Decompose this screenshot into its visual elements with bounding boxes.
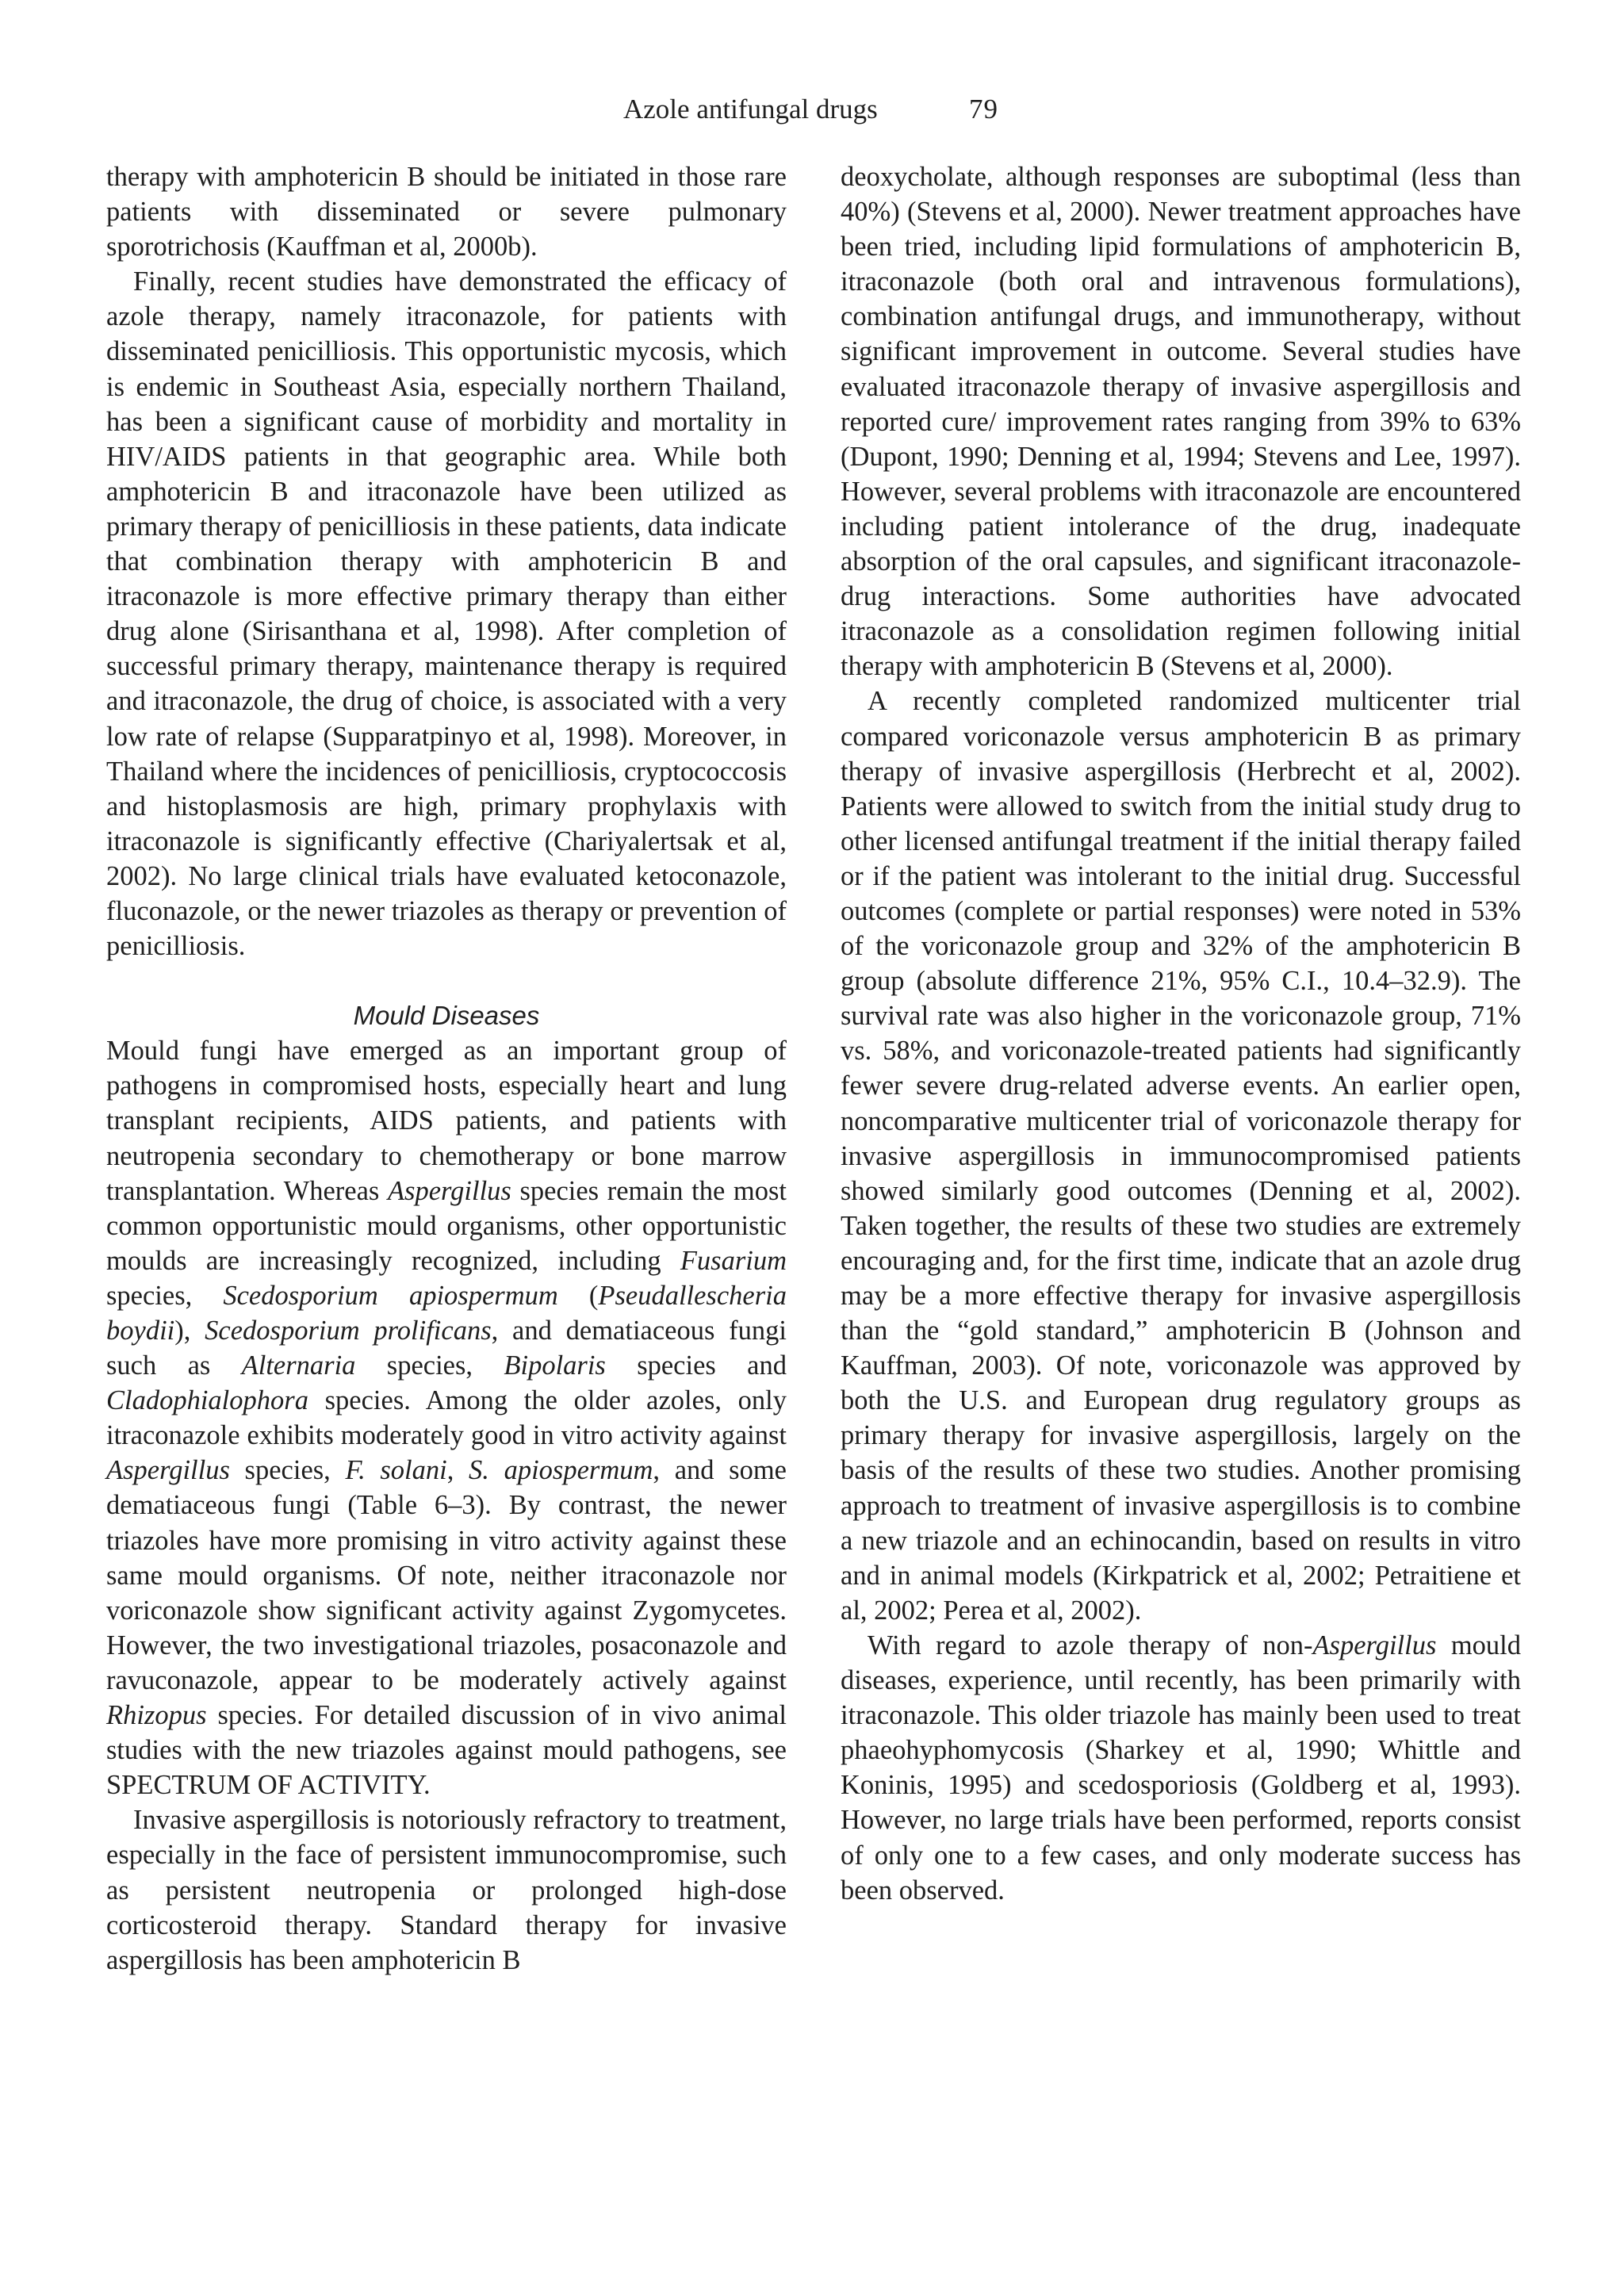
- page-number: 79: [969, 94, 998, 124]
- paragraph: deoxycholate, although responses are suboptimal (less than 40%) (Stevens et al, 2000). Newer treatment approaches have been tried, including lipid formulations of amphotericin B, itraconazole (both oral and intravenous formulations), combination antifungal drugs, and immunotherapy, without significant improvement in outcome. Several studies have evaluated itraconazole therapy of invasive aspergillosis and reported cure/ improvement rates ranging from 39% to 63% (Dupont, 1990; Denning et al, 1994; Stevens and Lee, 1997). However, several problems with itraconazole are encountered including patient intolerance of the drug, inadequate absorption of the oral capsules, and significant itraconazole-drug interactions. Some authorities have advocated itraconazole as a consolidation regimen following initial therapy with amphotericin B (Stevens et al, 2000).: [841, 162, 1521, 682]
- right-column: [841, 159, 1521, 1908]
- paragraph: A recently completed randomized multicenter trial compared voriconazole versus amphotericin B as primary therapy of invasive aspergillosis (Herbrecht et al, 2002). Patients were allowed to switch from the initial study drug to other licensed antifungal treatment if the initial therapy failed or if the patient was intolerant to the initial drug. Successful outcomes (complete or partial responses) were noted in 53% of the voriconazole group and 32% of the amphotericin B group (absolute difference 21%, 95% C.I., 10.4–32.9). The survival rate was also higher in the voriconazole group, 71% vs. 58%, and voriconazole-treated patients had significantly fewer severe drug-related adverse events. An earlier open, noncomparative multicenter trial of voriconazole therapy for invasive aspergillosis in immunocompromised patients showed similarly good outcomes (Denning et al, 2002). Taken together, the results of these two studies are extremely encouraging and, for the first time, indicate that an azole drug may be a more effective therapy for invasive aspergillosis than the “gold standard,” amphotericin B (Johnson and Kauffman, 2003). Of note, voriconazole was approved by both the U.S. and European drug regulatory groups as primary therapy for invasive aspergillosis, largely on the basis of the results of these two studies. Another promising approach to treatment of invasive aspergillosis is to combine a new triazole and an echinocandin, based on results in vitro and in animal models (Kirkpatrick et al, 2002; Petraitiene et al, 2002; Perea et al, 2002).: [841, 686, 1521, 1626]
- section-heading: Mould Diseases: [353, 1001, 540, 1031]
- paragraph: therapy with amphotericin B should be initiated in those rare patients with disseminated or severe pulmonary sporotrichosis (Kauffman et al, 2000b).: [106, 162, 787, 262]
- paragraph: Invasive aspergillosis is notoriously refractory to treatment, especially in the face of persistent immunocompromise, such as persistent neutropenia or prolonged high-dose corticosteroid therapy. Standard therapy for invasive aspergillosis has been amphotericin B: [106, 1805, 787, 1975]
- paragraph: With regard to azole therapy of non-Aspergillus mould diseases, experience, until recently, has been primarily with itraconazole. This older triazole has mainly been used to treat phaeohyphomycosis (Sharkey et al, 1990; Whittle and Koninis, 1995) and scedosporiosis (Goldberg et al, 1993). However, no large trials have been performed, reports consist of only one to a few cases, and only moderate success has been observed.: [841, 1630, 1522, 1906]
- running-title: Azole antifungal drugs: [623, 94, 878, 124]
- paragraph: Mould fungi have emerged as an important group of pathogens in compromised hosts, especially heart and lung transplant recipients, AIDS patients, and patients with neutropenia secondary to chemotherapy or bone marrow transplantation. Whereas Aspergillus species remain the most common opportunistic mould organisms, other opportunistic moulds are increasingly recognized, including Fusarium species, Scedosporium apiospermum (Pseudallescheria boydii), Scedosporium prolificans, and dematiaceous fungi such as Alternaria species, Bipolaris species and Cladophialophora species. Among the older azoles, only itraconazole exhibits moderately good in vitro activity against Aspergillus species, F. solani, S. apiospermum, and some dematiaceous fungi (Table 6–3). By contrast, the newer triazoles have more promising in vitro activity against these same mould organisms. Of note, neither itraconazole nor voriconazole show significant activity against Zygomycetes. However, the two investigational triazoles, posaconazole and ravuconazole, appear to be moderately actively against Rhizopus species. For detailed discussion of in vivo animal studies with the new triazoles against mould pathogens, see SPECTRUM OF ACTIVITY.: [106, 1036, 787, 1801]
- left-column: [106, 159, 787, 1978]
- paragraph: Finally, recent studies have demonstrated the efficacy of azole therapy, namely itraconazole, for patients with disseminated penicilliosis. This opportunistic mycosis, which is endemic in Southeast Asia, especially northern Thailand, has been a significant cause of morbidity and mortality in HIV/AIDS patients in that geographic area. While both amphotericin B and itraconazole have been utilized as primary therapy of penicilliosis in these patients, data indicate that combination therapy with amphotericin B and itraconazole is more effective primary therapy than either drug alone (Sirisanthana et al, 1998). After completion of successful primary therapy, maintenance therapy is required and itraconazole, the drug of choice, is associated with a very low rate of relapse (Supparatpinyo et al, 1998). Moreover, in Thailand where the incidences of penicilliosis, cryptococcosis and histoplasmosis are high, primary prophylaxis with itraconazole is significantly effective (Chariyalertsak et al, 2002). No large clinical trials have evaluated ketoconazole, fluconazole, or the newer triazoles as therapy or prevention of penicilliosis.: [106, 266, 787, 962]
